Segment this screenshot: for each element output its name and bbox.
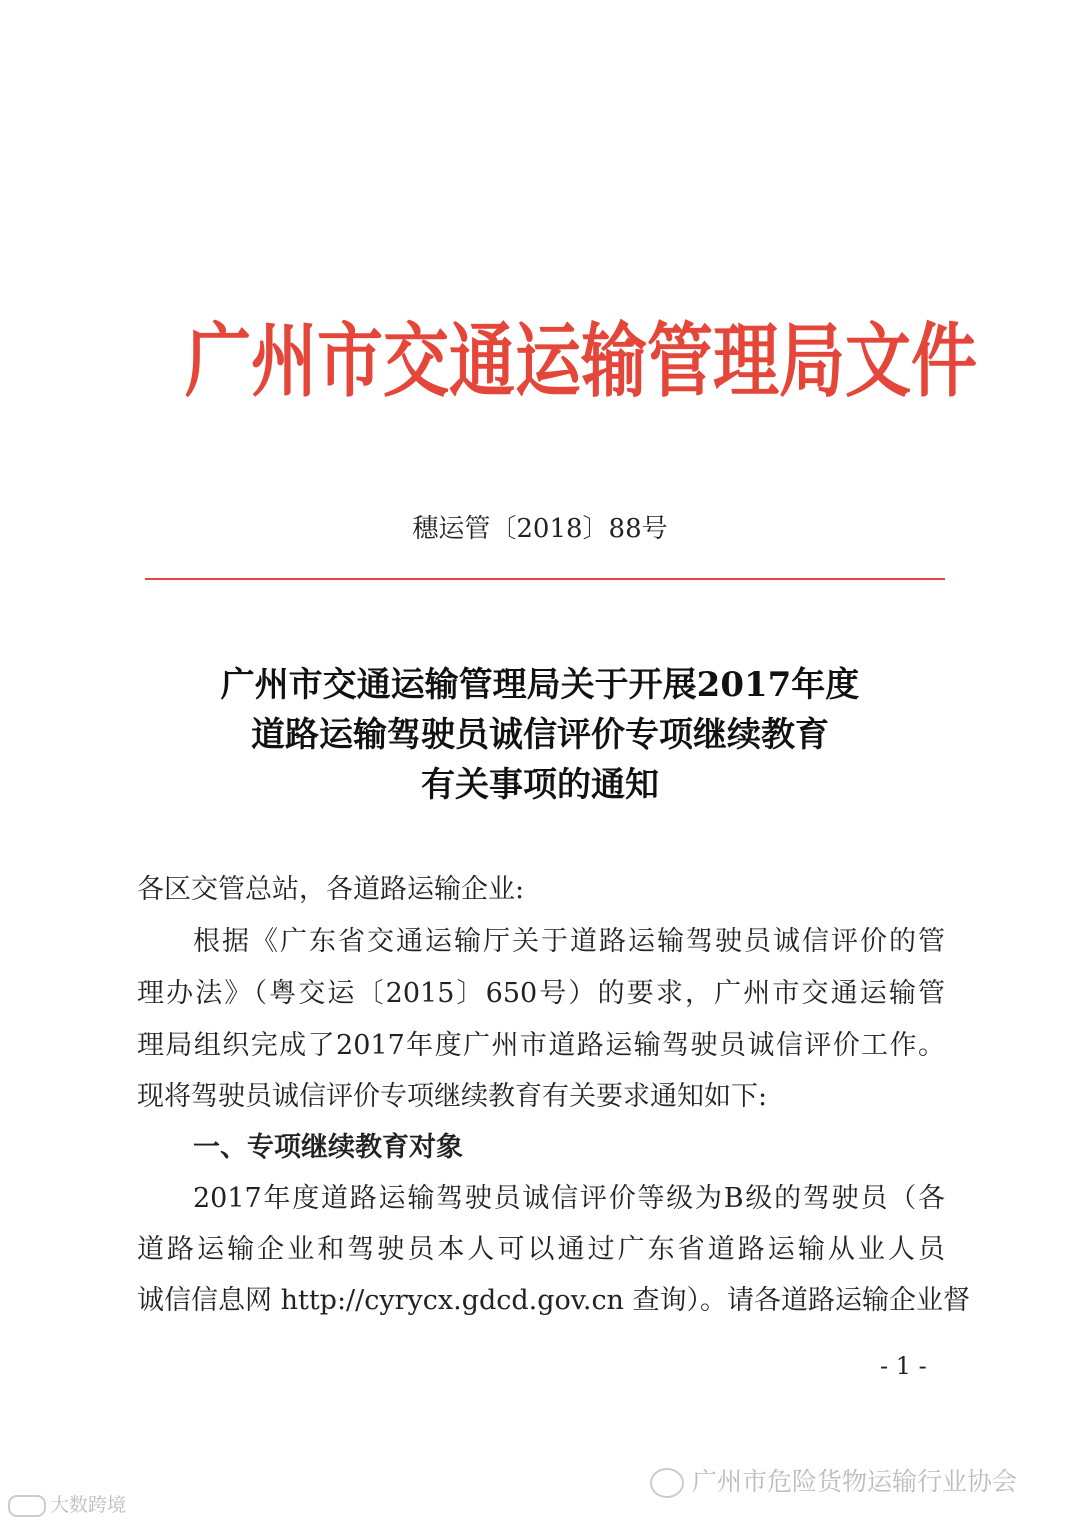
salutation: 各区交管总站，各道路运输企业:	[137, 874, 525, 905]
document-number: 穗运管〔2018〕88号	[412, 514, 668, 544]
issuer-title: 广州市交通运输管理局文件	[185, 313, 977, 409]
wechat-icon	[650, 1468, 684, 1498]
notice-heading-line-1: 广州市交通运输管理局关于开展2017年度	[220, 665, 860, 705]
body-line: 现将驾驶员诚信评价专项继续教育有关要求通知如下:	[137, 1081, 768, 1112]
body-line: 理办法》（粤交运〔2015〕650号）的要求，广州市交通运输管	[137, 978, 945, 1009]
body-line: 诚信信息网 http://cyrycx.gdcd.gov.cn 查询）。请各道路运输企业督	[137, 1285, 971, 1316]
red-divider	[145, 578, 945, 580]
watermark-right	[650, 1462, 1017, 1498]
watermark-left-text: 大数跨境	[50, 1494, 127, 1516]
watermark-left	[8, 1490, 126, 1517]
section-heading: 一、专项继续教育对象	[193, 1132, 463, 1163]
notice-heading-line-3: 有关事项的通知	[421, 765, 659, 805]
logo-icon	[8, 1495, 46, 1517]
page-number: - 1 -	[880, 1352, 927, 1380]
body-line: 理局组织完成了2017年度广州市道路运输驾驶员诚信评价工作。	[137, 1030, 945, 1061]
body-line: 2017年度道路运输驾驶员诚信评价等级为B级的驾驶员（各	[193, 1183, 945, 1214]
body-line: 道路运输企业和驾驶员本人可以通过广东省道路运输从业人员	[137, 1234, 945, 1265]
watermark-right-text: 广州市危险货物运输行业协会	[692, 1467, 1018, 1496]
notice-heading-line-2: 道路运输驾驶员诚信评价专项继续教育	[251, 715, 829, 755]
body-line: 根据《广东省交通运输厅关于道路运输驾驶员诚信评价的管	[193, 926, 945, 957]
